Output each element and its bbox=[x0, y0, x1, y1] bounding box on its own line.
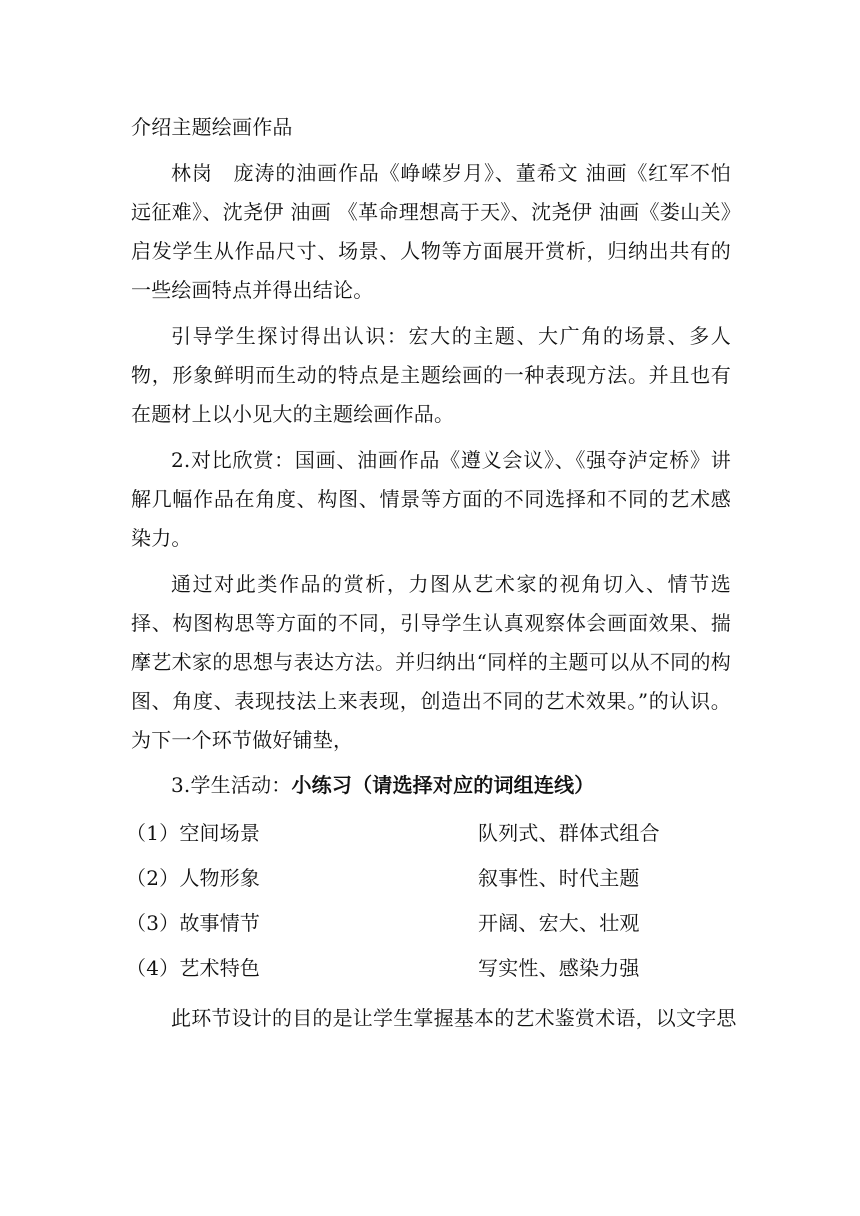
paragraph-analysis: 通过对此类作品的赏析，力图从艺术家的视角切入、情节选择、构图构思等方面的不同，引导学生认真观察体会画面效果、揣摩艺术家的思想与表达方法。并归纳出“同样的主题可以从不同的构图、角度、表现技法上来表现，创造出不同的艺术效果。”的认识。为下一个环节做好铺垫， bbox=[131, 572, 731, 752]
matching-exercise bbox=[126, 811, 731, 991]
matching-term: （2）人物形象 bbox=[126, 866, 261, 890]
matching-term: （1）空间场景 bbox=[126, 821, 261, 845]
matching-description: 队列式、群体式组合 bbox=[478, 821, 660, 845]
paragraph-comparison: 2.对比欣赏：国画、油画作品《遵义会议》、《强夺泸定桥》讲解几幅作品在角度、构图、情景等方面的不同选择和不同的艺术感染力。 bbox=[131, 448, 731, 550]
activity-line bbox=[131, 766, 731, 805]
matching-term: （4）艺术特色 bbox=[126, 956, 261, 980]
document-body bbox=[126, 108, 737, 1038]
section-heading: 介绍主题绘画作品 bbox=[131, 115, 293, 139]
matching-row bbox=[126, 811, 731, 856]
paragraph-closing: 此环节设计的目的是让学生掌握基本的艺术鉴赏术语，以文字思 bbox=[171, 1006, 737, 1030]
paragraph-discussion: 引导学生探讨得出认识：宏大的主题、大广角的场景、多人物，形象鲜明而生动的特点是主题绘画的一种表现方法。并且也有在题材上以小见大的主题绘画作品。 bbox=[131, 324, 731, 426]
activity-prefix: 3.学生活动： bbox=[171, 773, 292, 797]
paragraph-artworks-intro: 林岗 庞涛的油画作品《峥嵘岁月》、董希文 油画《红军不怕远征难》、沈尧伊 油画 《革命理想高于天》、沈尧伊 油画《娄山关》启发学生从作品尺寸、场景、人物等方面展开赏析，归纳出共有的一些绘画特点并得出结论。 bbox=[131, 161, 731, 302]
matching-description: 叙事性、时代主题 bbox=[478, 866, 640, 890]
activity-title: 小练习（请选择对应的词组连线） bbox=[291, 773, 595, 797]
matching-description: 写实性、感染力强 bbox=[478, 956, 640, 980]
matching-term: （3）故事情节 bbox=[126, 911, 261, 935]
matching-description: 开阔、宏大、壮观 bbox=[478, 911, 640, 935]
matching-row bbox=[126, 946, 731, 991]
matching-row bbox=[126, 856, 731, 901]
matching-row bbox=[126, 901, 731, 946]
